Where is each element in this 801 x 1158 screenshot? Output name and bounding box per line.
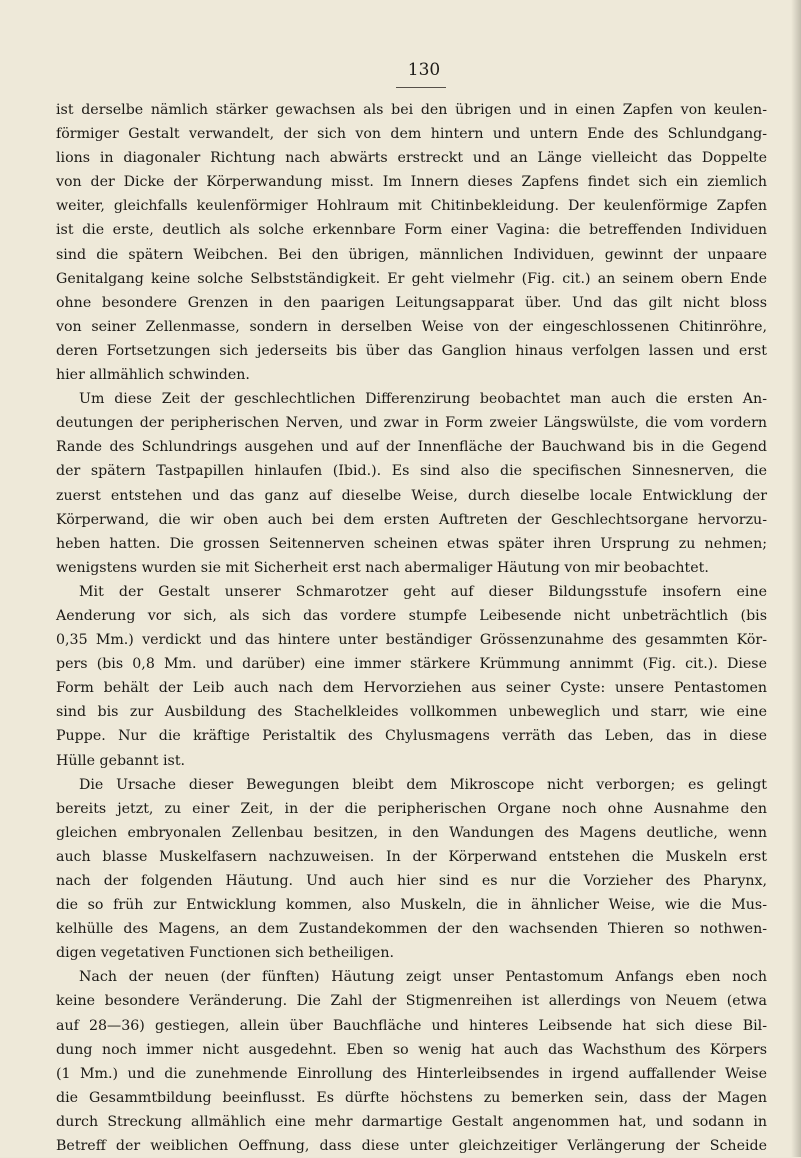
- text-line: (1 Mm.) und die zunehmende Einrollung des Hinterleibsendes in irgend auffallender Weise: [56, 1065, 767, 1082]
- text-line: digen vegetativen Functionen sich betheiligen.: [56, 945, 394, 962]
- text-line: durch Streckung allmählich eine mehr darmartige Gestalt angenommen hat, und sodann in: [56, 1113, 767, 1130]
- text-line: nach der folgenden Häutung. Und auch hier sind es nur die Vorzieher des Pharynx,: [56, 873, 767, 889]
- text-line: sind bis zur Ausbildung des Stachelkleides vollkommen unbeweglich und starr, wie eine: [56, 704, 767, 721]
- text-line: Form behält der Leib auch nach dem Hervorziehen aus seiner Cyste: unsere Pentastomen: [56, 680, 767, 697]
- text-line: Um diese Zeit der geschlechtlichen Differenzirung beobachtet man auch die ersten An-: [79, 391, 767, 408]
- text-line: Rande des Schlundrings ausgehen und auf der Innenfläche der Bauchwand bis in die Gegend: [56, 439, 767, 456]
- body-text: [56, 98, 767, 1158]
- page-edge-shadow: [791, 0, 801, 1157]
- text-line: ist derselbe nämlich stärker gewachsen als bei den übrigen und in einen Zapfen von keulen-: [56, 102, 767, 118]
- text-line: weiter, gleichfalls keulenförmiger Hohlraum mit Chitinbekleidung. Der keulenförmige Zapfen: [56, 198, 767, 215]
- page-number: 130: [407, 60, 441, 80]
- text-line: Genitalgang keine solche Selbstständigkeit. Er geht vielmehr (Fig. cit.) an seinem obern Ende: [56, 270, 767, 287]
- text-line: wenigstens wurden sie mit Sicherheit erst nach abermaliger Häutung von mir beobachtet.: [56, 559, 709, 576]
- text-line: dung noch immer nicht ausgedehnt. Eben so wenig hat auch das Wachsthum des Körpers: [56, 1041, 767, 1058]
- text-line: pers (bis 0,8 Mm. und darüber) eine immer stärkere Krümmung annimmt (Fig. cit.). Diese: [56, 656, 767, 673]
- text-line: Nach der neuen (der fünften) Häutung zeigt unser Pentastomum Anfangs eben noch: [79, 969, 767, 986]
- text-line: lions in diagonaler Richtung nach abwärts erstreckt und an Länge vielleicht das Doppelte: [56, 150, 767, 167]
- text-line: Puppe. Nur die kräftige Peristaltik des Chylusmagens verräth das Leben, das in diese: [56, 728, 767, 745]
- page-number-underline: [396, 87, 446, 88]
- text-line: heben hatten. Die grossen Seitennerven scheinen etwas später ihren Ursprung zu nehmen;: [56, 535, 767, 552]
- text-line: auch blasse Muskelfasern nachzuweisen. In der Körperwand entstehen die Muskeln erst: [56, 848, 767, 865]
- text-line: ohne besondere Grenzen in den paarigen Leitungsapparat über. Und das gilt nicht bloss: [56, 294, 767, 311]
- text-line: sind die spätern Weibchen. Bei den übrigen, männlichen Individuen, gewinnt der unpaare: [56, 246, 767, 263]
- text-line: förmiger Gestalt verwandelt, der sich von dem hintern und untern Ende des Schlundgang-: [56, 126, 767, 143]
- text-line: Mit der Gestalt unserer Schmarotzer geht auf dieser Bildungsstufe insofern eine: [79, 583, 767, 600]
- text-line: von der Dicke der Körperwandung misst. Im Innern dieses Zapfens findet sich ein ziemlich: [56, 174, 767, 191]
- text-line: ist die erste, deutlich als solche erkennbare Form einer Vagina: die betreffenden Individuen: [56, 222, 767, 239]
- text-line: die Gesammtbildung beeinflusst. Es dürfte höchstens zu bemerken sein, dass der Magen: [56, 1089, 767, 1106]
- text-line: Aenderung vor sich, als sich das vordere stumpfe Leibesende nicht unbeträchtlich (bis: [56, 607, 767, 624]
- text-line: von seiner Zellenmasse, sondern in derselben Weise von der eingeschlossenen Chitinröhre,: [56, 318, 767, 335]
- text-line: gleichen embryonalen Zellenbau besitzen, in den Wandungen des Magens deutliche, wenn: [56, 824, 767, 841]
- text-line: keine besondere Veränderung. Die Zahl der Stigmenreihen ist allerdings von Neuem (etwa: [56, 993, 767, 1010]
- text-line: Körperwand, die wir oben auch bei dem ersten Auftreten der Geschlechtsorgane hervorzu-: [56, 511, 767, 528]
- text-line: deutungen der peripherischen Nerven, und zwar in Form zweier Längswülste, die vom vordern: [56, 415, 767, 432]
- text-line: Hülle gebannt ist.: [56, 752, 186, 769]
- text-line: Die Ursache dieser Bewegungen bleibt dem Mikroscope nicht verborgen; es gelingt: [79, 776, 767, 793]
- text-line: die so früh zur Entwicklung kommen, also Muskeln, die in ähnlicher Weise, wie die Mus-: [56, 897, 767, 914]
- text-line: der spätern Tastpapillen hinlaufen (Ibid.). Es sind also die specifischen Sinnesnerven, die: [56, 463, 767, 480]
- text-line: hier allmählich schwinden.: [56, 367, 250, 384]
- text-line: bereits jetzt, zu einer Zeit, in der die peripherischen Organe noch ohne Ausnahme den: [56, 800, 767, 817]
- text-line: auf 28—36) gestiegen, allein über Bauchfläche und hinteres Leibsende hat sich diese Bil-: [56, 1017, 767, 1034]
- text-line: kelhülle des Magens, an dem Zustandekommen der den wachsenden Thieren so nothwen-: [56, 921, 767, 938]
- text-line: Betreff der weiblichen Oeffnung, dass diese unter gleichzeitiger Verlängerung der Scheide: [56, 1138, 767, 1155]
- text-line: deren Fortsetzungen sich jederseits bis über das Ganglion hinaus verfolgen lassen und erst: [56, 342, 767, 359]
- text-line: zuerst entstehen und das ganz auf dieselbe Weise, durch dieselbe locale Entwicklung der: [56, 487, 767, 504]
- text-line: 0,35 Mm.) verdickt und das hintere unter beständiger Grössenzunahme des gesammten Kör-: [56, 632, 767, 649]
